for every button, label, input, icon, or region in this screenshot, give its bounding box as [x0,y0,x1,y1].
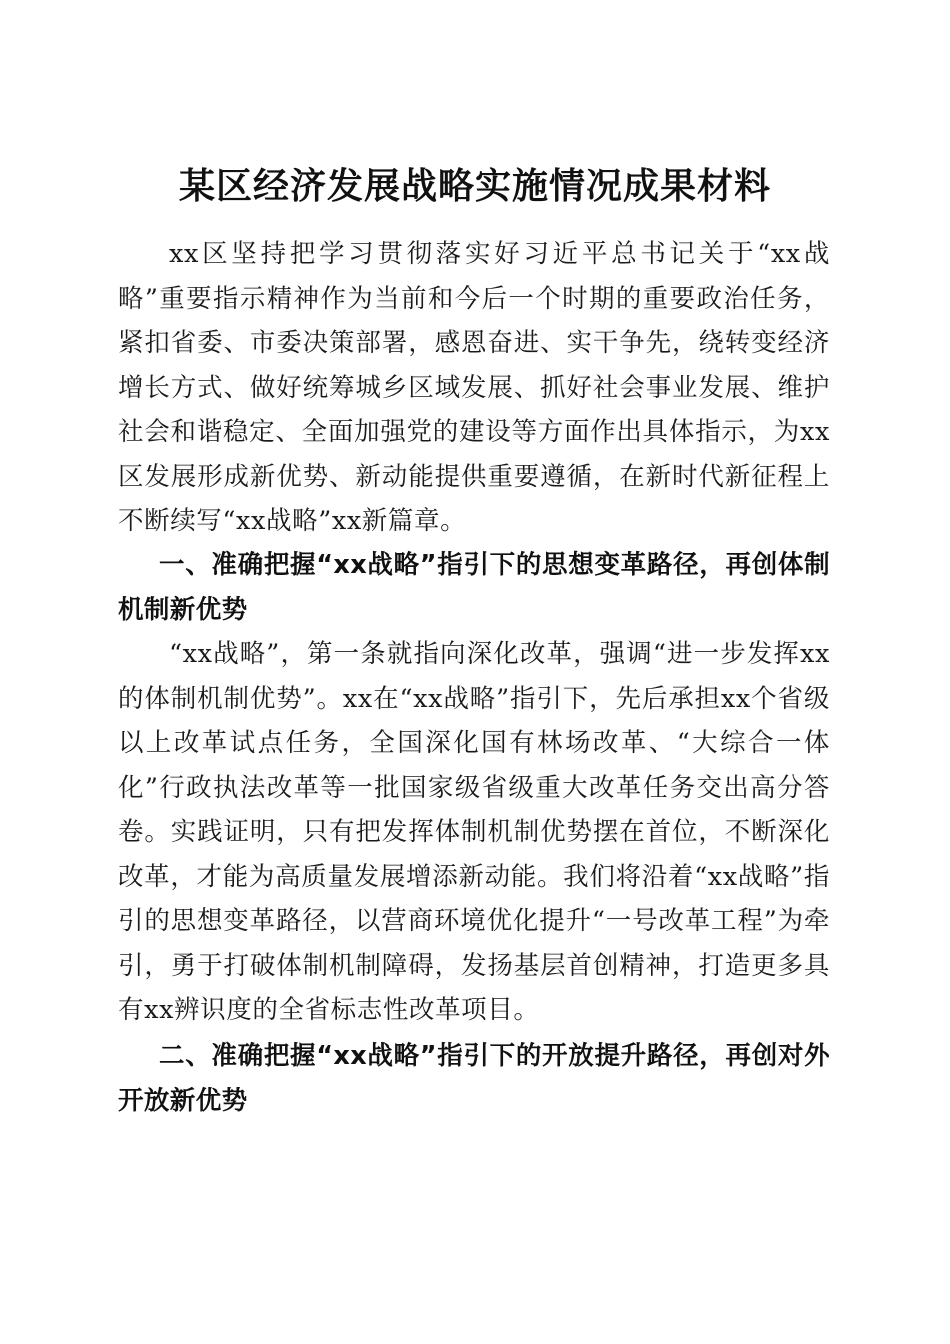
section-1-heading: 一、准确把握“xx战略”指引下的思想变革路径，再创体制机制新优势 [118,550,830,625]
section-1-paragraph: “xx战略”，第一条就指向深化改革，强调“进一步发挥xx的体制机制优势”。xx在“xx战略”指引下，先后承担xx个省级以上改革试点任务，全国深化国有林场改革、“大综合一体化”行政执法改革等一批国家级省级重大改革任务交出高分答卷。实践证明，只有把发挥体制机制优势摆在首位，不断深化改革，才能为高质量发展增添新动能。我们将沿着“xx战略”指引的思想变革路径，以营商环境优化提升“一号改革工程”为牵引，勇于打破体制机制障碍，发扬基层首创精神，打造更多具有xx辨识度的全省标志性改革项目。 [118,639,830,1025]
document-title: 某区经济发展战略实施情况成果材料 [178,165,771,208]
section-2-heading: 二、准确把握“xx战略”指引下的开放提升路径，再创对外开放新优势 [118,1041,830,1116]
intro-paragraph: xx区坚持把学习贯彻落实好习近平总书记关于“xx战略”重要指示精神作为当前和今后一个时期的重要政治任务，紧扣省委、市委决策部署，感恩奋进、实干争先，绕转变经济增长方式、做好统筹城乡区域发展、抓好社会事业发展、维护社会和谐稳定、全面加强党的建设等方面作出具体指示，为xx区发展形成新优势、新动能提供重要遵循，在新时代新征程上不断续写“xx战略”xx新篇章。 [118,239,830,536]
